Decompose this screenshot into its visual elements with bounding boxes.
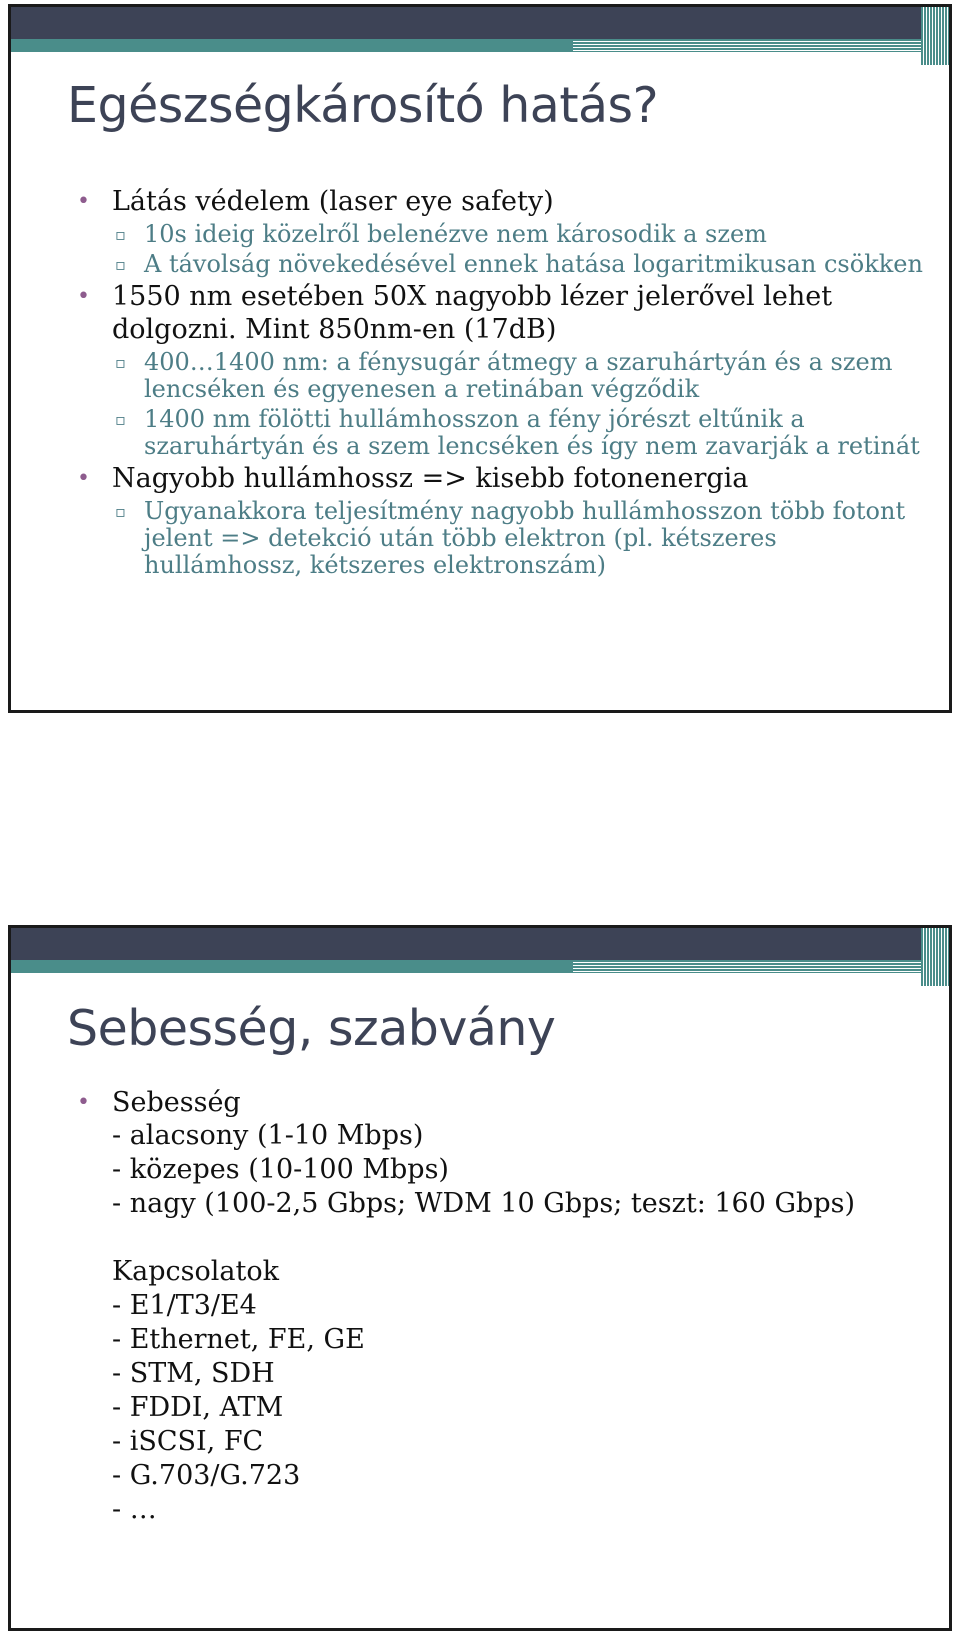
speed-line: - nagy (100-2,5 Gbps; WDM 10 Gbps; teszt: 160 Gbps): [112, 1188, 856, 1219]
bullet-item: [75, 1086, 929, 1119]
speed-line: - közepes (10-100 Mbps): [112, 1154, 449, 1185]
slide-1: [8, 4, 952, 713]
connection-line: - iSCSI, FC: [112, 1426, 264, 1457]
sub-bullet-item: [75, 251, 929, 278]
bullet-text: Nagyobb hullámhossz => kisebb fotonenergia: [112, 463, 749, 494]
header-corner-stripes: [921, 928, 949, 986]
header-accent-bar: [11, 39, 579, 52]
sub-bullet-icon: ▫: [115, 502, 126, 521]
sub-bullet-item: [75, 349, 929, 403]
slide-body: [75, 183, 929, 579]
sub-bullet-item: [75, 498, 929, 579]
slide-title: Sebesség, szabvány: [67, 1000, 556, 1057]
bullet-icon: •: [77, 466, 90, 491]
header-accent-lines: [573, 960, 933, 973]
bullet-item: [75, 185, 929, 218]
speed-line: - alacsony (1-10 Mbps): [112, 1120, 424, 1151]
sub-bullet-text: A távolság növekedésével ennek hatása logaritmikusan csökken: [144, 250, 923, 278]
bullet-item: [75, 280, 929, 346]
connection-line: - Ethernet, FE, GE: [112, 1324, 365, 1355]
header-band: [11, 7, 949, 39]
sub-bullet-text: 400…1400 nm: a fénysugár átmegy a szaruhártyán és a szem lencséken és egyenesen a retinában végződik: [144, 348, 893, 403]
header-band: [11, 928, 949, 960]
bullet-icon: •: [77, 284, 90, 309]
connections-heading: Kapcsolatok: [112, 1256, 279, 1287]
sub-bullet-icon: ▫: [115, 255, 126, 274]
sub-bullet-icon: ▫: [115, 353, 126, 372]
sub-bullet-item: [75, 406, 929, 460]
header-accent-lines: [573, 39, 933, 52]
spacer: [75, 1221, 929, 1255]
sub-bullet-text: 10s ideig közelről belenézve nem károsodik a szem: [144, 220, 767, 248]
bullet-text: 1550 nm esetében 50X nagyobb lézer jelerővel lehet dolgozni. Mint 850nm-en (17dB): [112, 281, 833, 345]
connection-line: - E1/T3/E4: [112, 1290, 257, 1321]
header-accent-bar: [11, 960, 579, 973]
sub-bullet-text: 1400 nm fölötti hullámhosszon a fény jórészt eltűnik a szaruhártyán és a szem lencséken és így nem zavarják a retinát: [144, 405, 920, 460]
connection-line: - G.703/G.723: [112, 1460, 301, 1491]
sub-bullet-icon: ▫: [115, 225, 126, 244]
bullet-text: Sebesség: [112, 1087, 241, 1118]
bullet-text: Látás védelem (laser eye safety): [112, 186, 554, 217]
connection-line: - STM, SDH: [112, 1358, 275, 1389]
sub-bullet-text: Ugyanakkora teljesítmény nagyobb hullámhosszon több fotont jelent => detekció után több elektron (pl. kétszeres hullámhossz, kétszeres elektronszám): [144, 497, 906, 579]
sub-bullet-item: [75, 221, 929, 248]
bullet-icon: •: [77, 1090, 90, 1115]
connection-line: - …: [112, 1494, 157, 1525]
slide-body: [75, 1084, 929, 1527]
sub-bullet-icon: ▫: [115, 410, 126, 429]
slide-title: Egészségkárosító hatás?: [67, 77, 659, 134]
bullet-item: [75, 462, 929, 495]
bullet-icon: •: [77, 189, 90, 214]
header-corner-stripes: [921, 7, 949, 65]
slide-2: [8, 925, 952, 1631]
connection-line: - FDDI, ATM: [112, 1392, 284, 1423]
